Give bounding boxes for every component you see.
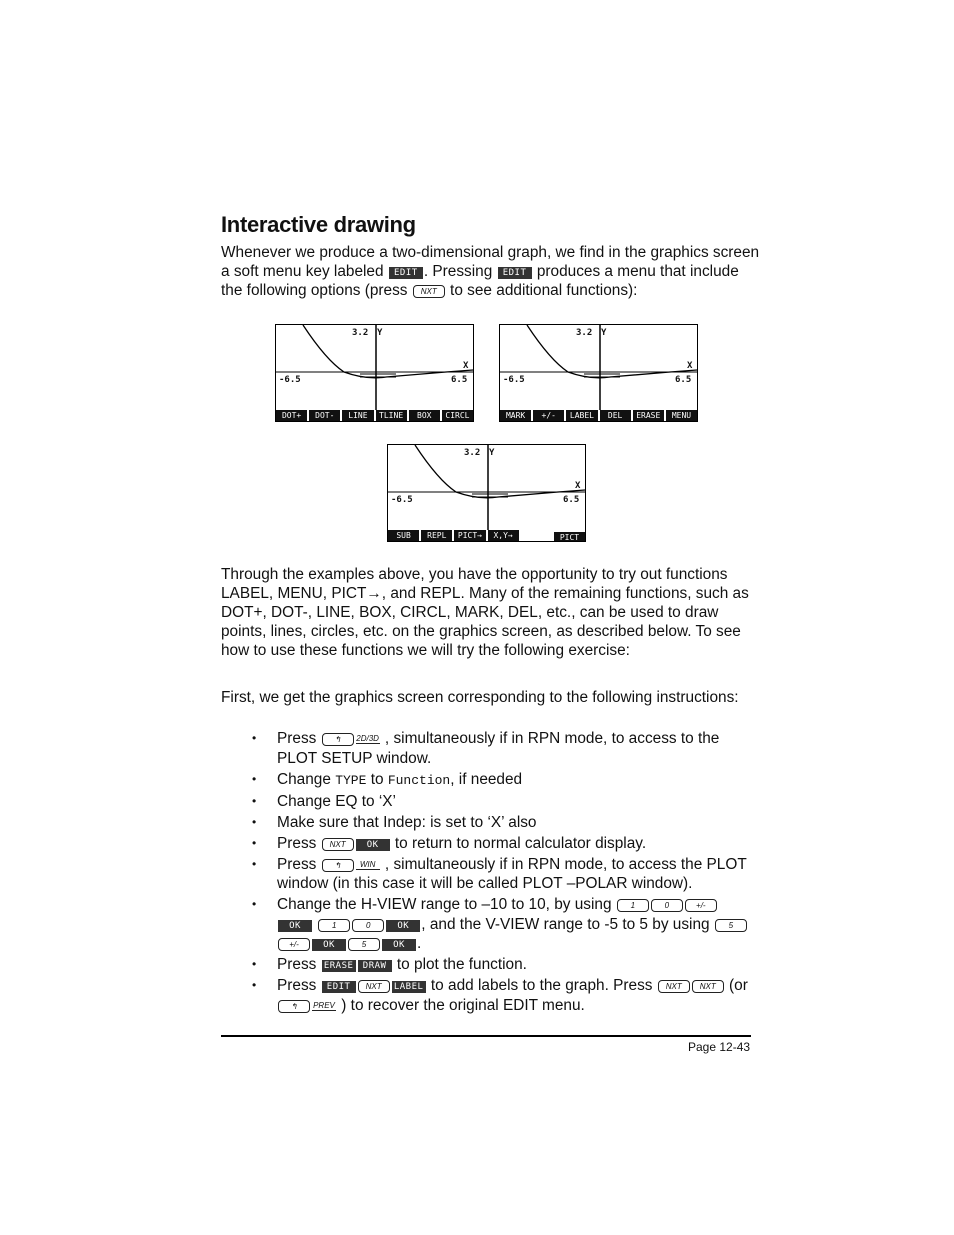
list-item: • Press EDIT NXT LABEL to add labels to the graph. Press NXT NXT (or ↰ PREV ) to recover the original EDIT menu.: [252, 976, 752, 1015]
edit-softkey: EDIT: [389, 267, 423, 279]
win-key: WIN: [356, 860, 380, 870]
instruction-list: [252, 729, 752, 1017]
2d3d-key: 2D/3D: [356, 734, 379, 743]
ok-softkey: OK: [386, 920, 420, 932]
ok-softkey: OK: [278, 920, 312, 932]
draw-softkey: DRAW: [358, 960, 392, 972]
label-softkey: LABEL: [392, 981, 426, 993]
section-heading: Interactive drawing: [221, 212, 416, 237]
zero-key: 0: [651, 899, 683, 912]
left-shift-key: ↰: [322, 859, 354, 872]
calculator-screen-2: 3.2 Y X -6.5 6.5 MARK +/- LABEL DEL ERASE MENU: [499, 324, 698, 422]
plus-minus-key: +/-: [685, 899, 717, 912]
intro-paragraph: Whenever we produce a two-dimensional graph, we find in the graphics screen a soft menu key labeled EDIT . Pressing EDIT produces a menu that include the following options (press NXT to see additional functions):: [221, 244, 760, 299]
edit-softkey: EDIT: [322, 981, 356, 993]
list-item: • Change TYPE to Function, if needed: [252, 770, 752, 791]
graph-plot: [276, 325, 473, 421]
list-item: • Press ↰ 2D/3D , simultaneously if in RPN mode, to access to the PLOT SETUP window.: [252, 729, 752, 768]
soft-menu: MARK +/- LABEL DEL ERASE MENU: [500, 410, 697, 421]
paragraph-first: First, we get the graphics screen corresponding to the following instructions:: [221, 689, 739, 706]
list-item: • Press ↰ WIN , simultaneously if in RPN mode, to access the PLOT window (in this case it will be called PLOT –POLAR window).: [252, 855, 752, 894]
graph-plot: [500, 325, 697, 421]
nxt-key: NXT: [658, 980, 690, 993]
ok-softkey: OK: [312, 939, 346, 951]
edit-softkey: EDIT: [498, 267, 532, 279]
calculator-screen-1: 3.2 Y X -6.5 6.5 DOT+ DOT- LINE TLINE BOX CIRCL: [275, 324, 474, 422]
zero-key: 0: [352, 919, 384, 932]
nxt-key: NXT: [322, 838, 354, 851]
list-item: • Change the H-VIEW range to –10 to 10, by using 1 0 +/-OK 1 0 OK , and the V-VIEW range to -5 to 5 by using 5+/- OK 5 OK .: [252, 895, 752, 954]
paragraph-examples: Through the examples above, you have the opportunity to try out functions LABEL, MENU, PICT→, and REPL. Many of the remaining functions, such as DOT+, DOT-, LINE, BOX, CIRCL, MARK, DEL, etc., can be used to draw points, lines, circles, etc. on the graphics screen, as described below. To see how to use these functions we will try the following exercise:: [221, 566, 749, 659]
ok-softkey: OK: [382, 939, 416, 951]
ok-softkey: OK: [356, 839, 390, 851]
nxt-key: NXT: [692, 980, 724, 993]
list-item: • Press NXT OK to return to normal calculator display.: [252, 834, 752, 854]
soft-menu: SUB REPL PICT→ X,Y→ PICT: [388, 530, 585, 541]
nxt-key: NXT: [358, 980, 390, 993]
calculator-screen-3: 3.2 Y X -6.5 6.5 SUB REPL PICT→ X,Y→ PICT: [387, 444, 586, 542]
one-key: 1: [318, 919, 350, 932]
plus-minus-key: +/-: [278, 938, 310, 951]
list-item: • Change EQ to ‘X’: [252, 792, 752, 812]
five-key: 5: [348, 938, 380, 951]
prev-key: PREV: [313, 1000, 335, 1010]
graph-plot: [388, 445, 585, 541]
left-shift-key: ↰: [322, 733, 354, 746]
five-key: 5: [715, 919, 747, 932]
erase-softkey: ERASE: [322, 960, 356, 972]
nxt-key: NXT: [413, 285, 445, 298]
left-shift-key: ↰: [278, 1000, 310, 1013]
one-key: 1: [617, 899, 649, 912]
footer-rule: [221, 1035, 751, 1037]
soft-menu: DOT+ DOT- LINE TLINE BOX CIRCL: [276, 410, 473, 421]
page-number: Page 12-43: [688, 1040, 751, 1054]
list-item: • Make sure that Indep: is set to ‘X’ also: [252, 813, 752, 833]
list-item: • Press ERASE DRAW to plot the function.: [252, 955, 752, 975]
